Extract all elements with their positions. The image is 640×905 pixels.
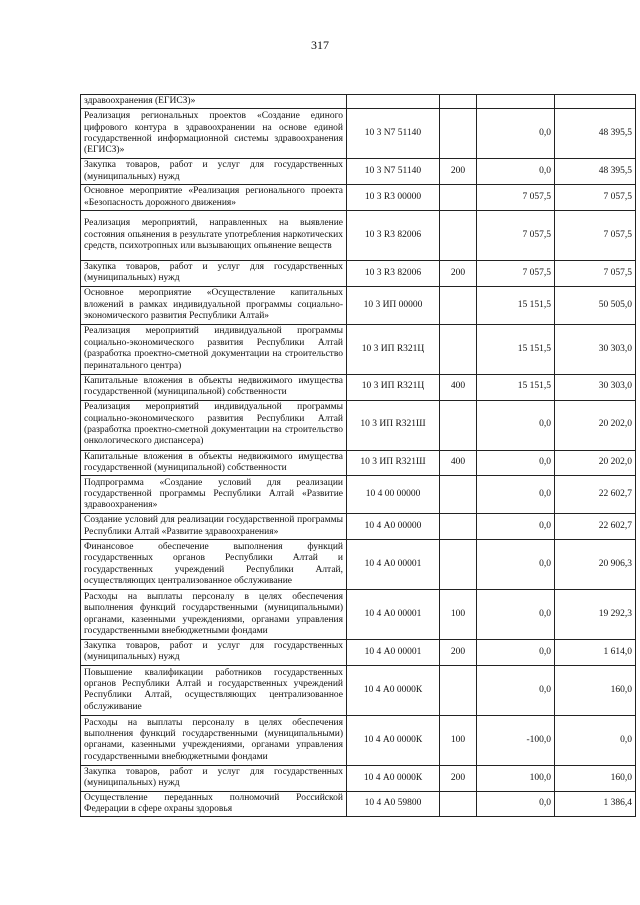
row-code-cell: 10 4 А0 59800 xyxy=(347,791,440,817)
row-amount-total-cell: 160,0 xyxy=(555,765,636,791)
row-amount-change-cell xyxy=(477,95,555,109)
row-amount-total-cell: 19 292,3 xyxy=(555,590,636,640)
table-row xyxy=(81,95,636,109)
row-name-cell: Осуществление переданных полномочий Российской Федерации в сфере охраны здоровья xyxy=(81,791,347,817)
row-amount-change-cell: 0,0 xyxy=(477,665,555,715)
row-name-cell: Реализация мероприятий индивидуальной программы социально-экономического развития Республики Алтай (разработка проектно-сметной документации на строительство онкологического диспансера) xyxy=(81,400,347,450)
table-row xyxy=(81,109,636,159)
row-code-cell: 10 3 ИП 00000 xyxy=(347,286,440,324)
row-expense-type-cell: 400 xyxy=(440,450,477,476)
row-amount-total-cell: 7 057,5 xyxy=(555,260,636,286)
row-code-cell: 10 4 А0 0000К xyxy=(347,765,440,791)
row-name-cell: Расходы на выплаты персоналу в целях обеспечения выполнения функций государственными (муниципальными) органами, казенными учреждениями, органами управления государственными внебюджетными фондами xyxy=(81,590,347,640)
row-amount-change-cell: 7 057,5 xyxy=(477,185,555,211)
row-code-cell: 10 3 R3 00000 xyxy=(347,185,440,211)
row-code-cell: 10 3 ИП R321Ш xyxy=(347,400,440,450)
row-expense-type-cell: 400 xyxy=(440,374,477,400)
row-amount-change-cell: 15 151,5 xyxy=(477,324,555,374)
row-expense-type-cell xyxy=(440,476,477,514)
row-code-cell: 10 4 А0 00001 xyxy=(347,540,440,590)
row-code-cell: 10 3 ИП R321Ц xyxy=(347,374,440,400)
row-expense-type-cell xyxy=(440,791,477,817)
row-amount-change-cell: 100,0 xyxy=(477,765,555,791)
row-code-cell xyxy=(347,95,440,109)
budget-table xyxy=(80,94,636,817)
row-amount-change-cell: 0,0 xyxy=(477,400,555,450)
table-row xyxy=(81,715,636,765)
row-expense-type-cell: 100 xyxy=(440,715,477,765)
row-amount-change-cell: 0,0 xyxy=(477,476,555,514)
row-amount-total-cell xyxy=(555,95,636,109)
table-row xyxy=(81,450,636,476)
row-amount-change-cell: 15 151,5 xyxy=(477,374,555,400)
row-expense-type-cell xyxy=(440,665,477,715)
row-expense-type-cell xyxy=(440,324,477,374)
budget-table-body xyxy=(81,95,636,817)
row-amount-total-cell: 7 057,5 xyxy=(555,185,636,211)
row-code-cell: 10 4 А0 00001 xyxy=(347,590,440,640)
table-row xyxy=(81,324,636,374)
row-expense-type-cell: 200 xyxy=(440,260,477,286)
table-row xyxy=(81,540,636,590)
row-amount-change-cell: 7 057,5 xyxy=(477,260,555,286)
row-amount-total-cell: 20 202,0 xyxy=(555,450,636,476)
row-name-cell: Реализация региональных проектов «Создание единого цифрового контура в здравоохранении на основе единой государственной информационной системы здравоохранения (ЕГИСЗ)» xyxy=(81,109,347,159)
row-amount-total-cell: 0,0 xyxy=(555,715,636,765)
table-row xyxy=(81,400,636,450)
row-amount-total-cell: 50 505,0 xyxy=(555,286,636,324)
row-code-cell: 10 4 А0 00000 xyxy=(347,514,440,540)
table-row xyxy=(81,159,636,185)
row-expense-type-cell xyxy=(440,286,477,324)
row-amount-total-cell: 30 303,0 xyxy=(555,324,636,374)
row-code-cell: 10 3 N7 51140 xyxy=(347,109,440,159)
row-name-cell: Подпрограмма «Создание условий для реализации государственной программы Республики Алтай «Развитие здравоохранения» xyxy=(81,476,347,514)
table-row xyxy=(81,260,636,286)
table-row xyxy=(81,791,636,817)
row-amount-total-cell: 160,0 xyxy=(555,665,636,715)
row-code-cell: 10 4 А0 0000К xyxy=(347,665,440,715)
row-expense-type-cell xyxy=(440,540,477,590)
row-amount-change-cell: 0,0 xyxy=(477,791,555,817)
row-amount-total-cell: 20 202,0 xyxy=(555,400,636,450)
table-row xyxy=(81,640,636,666)
row-code-cell: 10 3 R3 82006 xyxy=(347,260,440,286)
row-amount-total-cell: 22 602,7 xyxy=(555,514,636,540)
row-expense-type-cell: 200 xyxy=(440,640,477,666)
row-expense-type-cell: 100 xyxy=(440,590,477,640)
row-amount-change-cell: 7 057,5 xyxy=(477,210,555,260)
row-code-cell: 10 3 ИП R321Ш xyxy=(347,450,440,476)
row-name-cell: Создание условий для реализации государственной программы Республики Алтай «Развитие здравоохранения» xyxy=(81,514,347,540)
row-amount-total-cell: 7 057,5 xyxy=(555,210,636,260)
table-row xyxy=(81,286,636,324)
row-name-cell: Повышение квалификации работников государственных органов Республики Алтай и государственных учреждений Республики Алтай, осуществляющих централизованное обслуживание xyxy=(81,665,347,715)
row-expense-type-cell: 200 xyxy=(440,159,477,185)
row-code-cell: 10 4 А0 0000К xyxy=(347,715,440,765)
row-amount-change-cell: 0,0 xyxy=(477,640,555,666)
row-amount-change-cell: 0,0 xyxy=(477,514,555,540)
row-amount-total-cell: 30 303,0 xyxy=(555,374,636,400)
row-expense-type-cell xyxy=(440,109,477,159)
row-expense-type-cell xyxy=(440,400,477,450)
table-row xyxy=(81,665,636,715)
row-amount-change-cell: -100,0 xyxy=(477,715,555,765)
row-name-cell: Закупка товаров, работ и услуг для государственных (муниципальных) нужд xyxy=(81,640,347,666)
row-amount-total-cell: 22 602,7 xyxy=(555,476,636,514)
row-amount-total-cell: 48 395,5 xyxy=(555,109,636,159)
table-row xyxy=(81,476,636,514)
row-amount-change-cell: 0,0 xyxy=(477,590,555,640)
row-name-cell: Основное мероприятие «Осуществление капитальных вложений в рамках индивидуальной программы социально-экономического развития Республики Алтай» xyxy=(81,286,347,324)
row-amount-total-cell: 48 395,5 xyxy=(555,159,636,185)
row-name-cell: Капитальные вложения в объекты недвижимого имущества государственной (муниципальной) собственности xyxy=(81,450,347,476)
row-amount-change-cell: 0,0 xyxy=(477,159,555,185)
row-code-cell: 10 3 R3 82006 xyxy=(347,210,440,260)
row-code-cell: 10 3 N7 51140 xyxy=(347,159,440,185)
table-row xyxy=(81,765,636,791)
row-name-cell: Реализация мероприятий, направленных на выявление состояния опьянения в результате употребления наркотических средств, психотропных или вызывающих опьянение веществ xyxy=(81,210,347,260)
row-code-cell: 10 4 А0 00001 xyxy=(347,640,440,666)
row-name-cell: Реализация мероприятий индивидуальной программы социально-экономического развития Республики Алтай (разработка проектно-сметной документации на строительство перинатального центра) xyxy=(81,324,347,374)
page-number: 317 xyxy=(311,38,329,52)
table-row xyxy=(81,590,636,640)
row-code-cell: 10 4 00 00000 xyxy=(347,476,440,514)
row-amount-total-cell: 20 906,3 xyxy=(555,540,636,590)
row-expense-type-cell xyxy=(440,514,477,540)
row-amount-change-cell: 15 151,5 xyxy=(477,286,555,324)
row-name-cell: здравоохранения (ЕГИСЗ)» xyxy=(81,95,347,109)
row-name-cell: Финансовое обеспечение выполнения функций государственных органов Республики Алтай и государственных учреждений Республики Алтай, осуществляющих централизованное обслуживание xyxy=(81,540,347,590)
table-row xyxy=(81,514,636,540)
table-row xyxy=(81,374,636,400)
row-amount-change-cell: 0,0 xyxy=(477,450,555,476)
row-expense-type-cell: 200 xyxy=(440,765,477,791)
row-name-cell: Основное мероприятие «Реализация регионального проекта «Безопасность дорожного движения» xyxy=(81,185,347,211)
row-expense-type-cell xyxy=(440,210,477,260)
row-amount-total-cell: 1 614,0 xyxy=(555,640,636,666)
row-code-cell: 10 3 ИП R321Ц xyxy=(347,324,440,374)
row-expense-type-cell xyxy=(440,95,477,109)
row-name-cell: Закупка товаров, работ и услуг для государственных (муниципальных) нужд xyxy=(81,159,347,185)
row-name-cell: Капитальные вложения в объекты недвижимого имущества государственной (муниципальной) собственности xyxy=(81,374,347,400)
row-name-cell: Закупка товаров, работ и услуг для государственных (муниципальных) нужд xyxy=(81,260,347,286)
row-name-cell: Закупка товаров, работ и услуг для государственных (муниципальных) нужд xyxy=(81,765,347,791)
table-row xyxy=(81,185,636,211)
row-amount-change-cell: 0,0 xyxy=(477,540,555,590)
row-amount-total-cell: 1 386,4 xyxy=(555,791,636,817)
table-row xyxy=(81,210,636,260)
row-expense-type-cell xyxy=(440,185,477,211)
row-name-cell: Расходы на выплаты персоналу в целях обеспечения выполнения функций государственными (муниципальными) органами, казенными учреждениями, органами управления государственными внебюджетными фондами xyxy=(81,715,347,765)
row-amount-change-cell: 0,0 xyxy=(477,109,555,159)
